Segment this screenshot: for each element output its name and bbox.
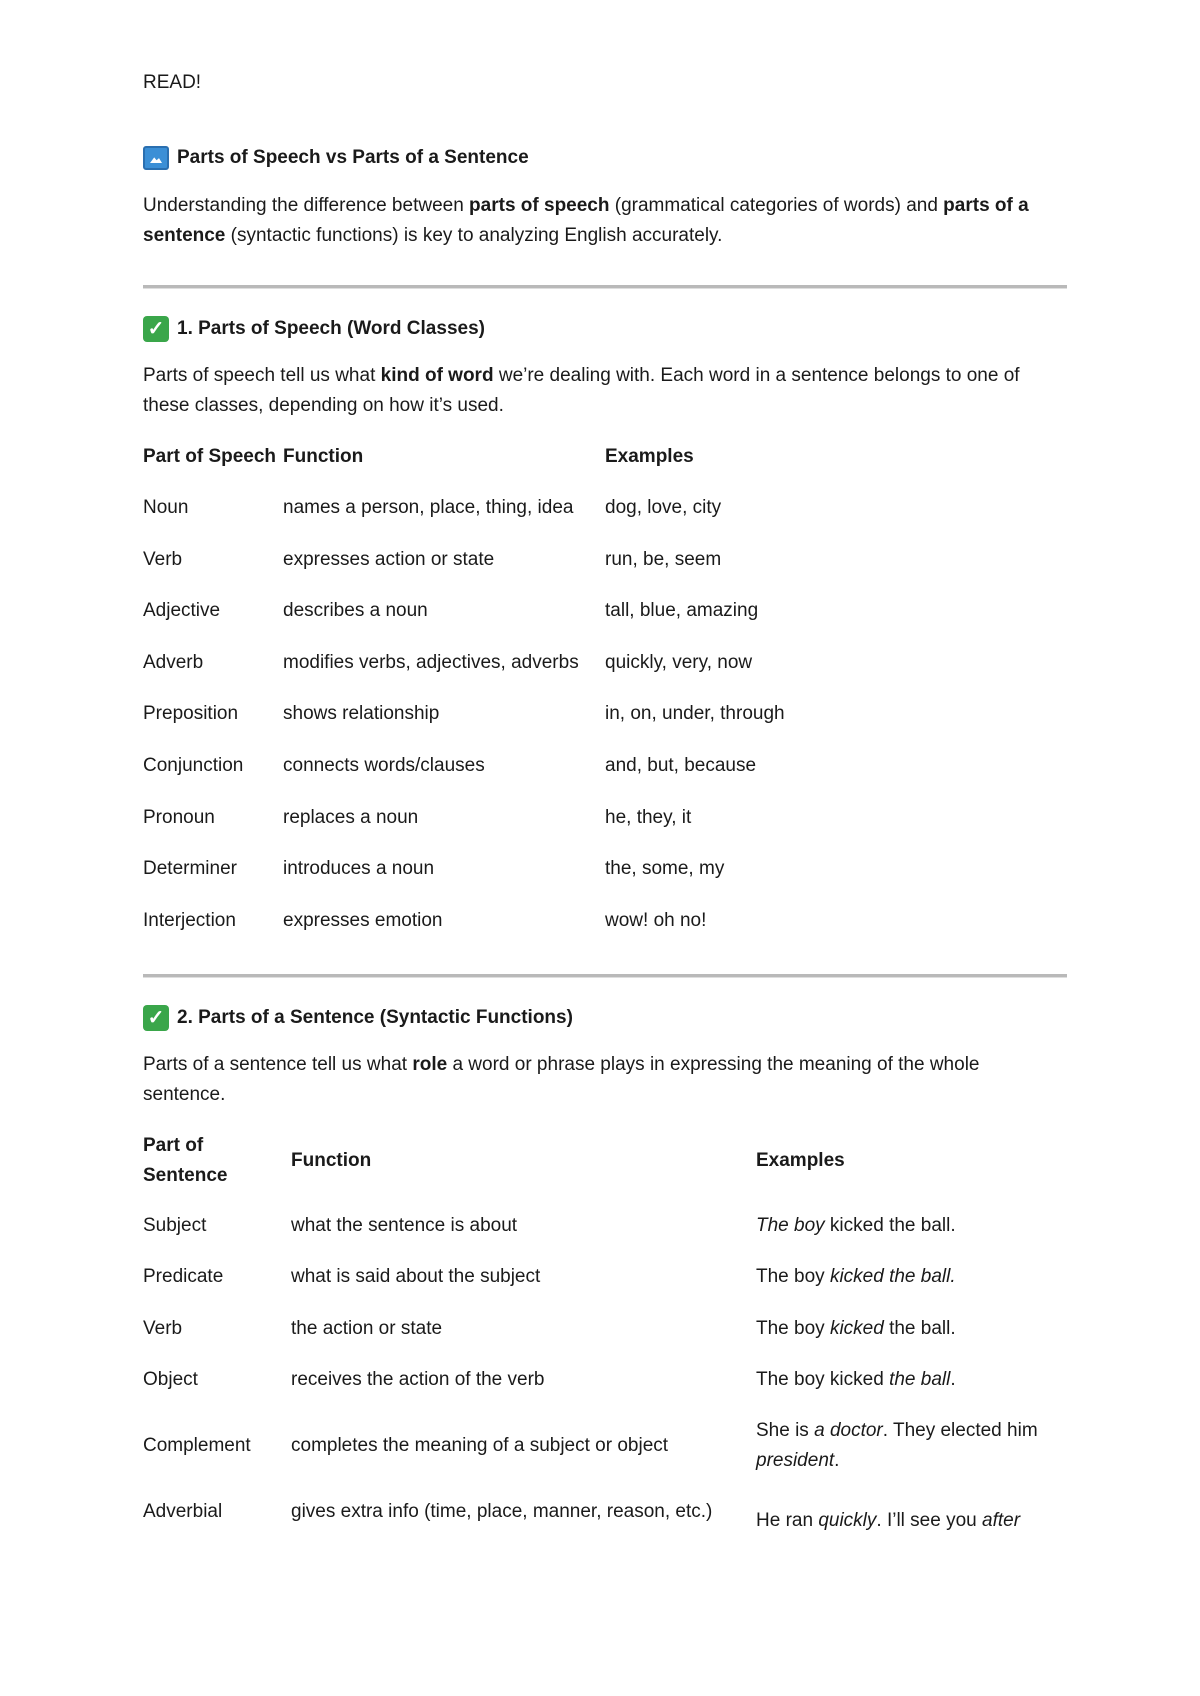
example-text: The boy kicked bbox=[756, 1369, 890, 1390]
table1-cell: dog, love, city bbox=[605, 497, 722, 518]
intro-bold-2: parts of a sentence bbox=[143, 195, 1029, 246]
intro-text-1: Understanding the difference between bbox=[143, 195, 470, 216]
table1-cell: introduces a noun bbox=[283, 858, 435, 879]
table1-cell: and, but, because bbox=[605, 755, 757, 776]
section2-desc-text-1: Parts of a sentence tell us what bbox=[143, 1054, 413, 1075]
table1-cell: shows relationship bbox=[283, 703, 440, 724]
table2-example-cell bbox=[756, 1211, 1056, 1241]
example-text: . I’ll see you bbox=[876, 1510, 982, 1531]
section1-heading-text: 1. Parts of Speech (Word Classes) bbox=[177, 318, 485, 339]
section2-description bbox=[143, 1050, 1067, 1110]
example-text: He ran bbox=[756, 1510, 819, 1531]
table1-cell: Preposition bbox=[143, 703, 239, 724]
table2-function-cell: what the sentence is about bbox=[291, 1215, 518, 1236]
example-italic: a doctor bbox=[814, 1420, 883, 1441]
example-text: The boy bbox=[756, 1266, 830, 1287]
table1-cell: replaces a noun bbox=[283, 807, 419, 828]
table2-example-cell bbox=[756, 1506, 1056, 1536]
example-italic: the ball bbox=[889, 1369, 951, 1390]
table2-header-cell: Part of Sentence bbox=[143, 1135, 228, 1186]
table2-example-cell bbox=[756, 1365, 1056, 1395]
table1-cell: Determiner bbox=[143, 858, 237, 879]
section2-heading bbox=[143, 1005, 573, 1031]
table1-header-cell: Function bbox=[283, 446, 364, 467]
section2-desc-bold: role bbox=[412, 1054, 448, 1075]
table1-cell: expresses emotion bbox=[283, 910, 443, 931]
table1-header-cell: Examples bbox=[605, 446, 694, 467]
table1-cell: Noun bbox=[143, 497, 189, 518]
example-text: . They elected him bbox=[882, 1420, 1038, 1441]
table1-cell: Conjunction bbox=[143, 755, 244, 776]
table2-part-cell: Complement bbox=[143, 1435, 251, 1456]
table2-function-cell: gives extra info (time, place, manner, reason, etc.) bbox=[291, 1501, 713, 1522]
check-mark-icon: ✓ bbox=[143, 316, 169, 342]
example-text: . bbox=[950, 1369, 956, 1390]
table2-function-cell: completes the meaning of a subject or object bbox=[291, 1435, 669, 1456]
table2-part-cell: Object bbox=[143, 1369, 198, 1390]
divider bbox=[143, 285, 1067, 289]
table1-cell: Pronoun bbox=[143, 807, 215, 828]
table1-cell: Adjective bbox=[143, 600, 221, 621]
section1-heading bbox=[143, 316, 485, 342]
table1-cell: Interjection bbox=[143, 910, 236, 931]
table1-cell: modifies verbs, adjectives, adverbs bbox=[283, 652, 579, 673]
table2-part-cell: Adverbial bbox=[143, 1501, 223, 1522]
example-italic: The boy bbox=[756, 1215, 825, 1236]
section2-heading-text: 2. Parts of a Sentence (Syntactic Functions) bbox=[177, 1007, 573, 1028]
table2-part-cell: Subject bbox=[143, 1215, 207, 1236]
table1-cell: names a person, place, thing, idea bbox=[283, 497, 574, 518]
example-italic: president bbox=[756, 1450, 835, 1471]
intro-text-2: (grammatical categories of words) and bbox=[609, 195, 944, 216]
example-text: The boy bbox=[756, 1318, 830, 1339]
table2-part-cell: Predicate bbox=[143, 1266, 224, 1287]
example-italic: quickly bbox=[818, 1510, 877, 1531]
divider bbox=[143, 974, 1067, 978]
section2-desc-text-2: a word or phrase plays in expressing the meaning of the whole sentence. bbox=[143, 1054, 980, 1105]
table1-header-cell: Part of Speech bbox=[143, 446, 277, 467]
check-mark-icon: ✓ bbox=[143, 1005, 169, 1031]
example-italic: kicked the ball. bbox=[829, 1266, 956, 1287]
table1-cell: wow! oh no! bbox=[605, 910, 707, 931]
example-text: the ball. bbox=[883, 1318, 956, 1339]
example-italic: kicked bbox=[829, 1318, 884, 1339]
table1-cell: describes a noun bbox=[283, 600, 428, 621]
mountain-icon bbox=[143, 146, 169, 170]
table1-cell: connects words/clauses bbox=[283, 755, 485, 776]
page-title-text: Parts of Speech vs Parts of a Sentence bbox=[177, 147, 529, 168]
intro-paragraph bbox=[143, 191, 1067, 251]
table1-cell: in, on, under, through bbox=[605, 703, 785, 724]
table2-example-cell bbox=[756, 1416, 1056, 1476]
intro-bold-1: parts of speech bbox=[469, 195, 610, 216]
table2-function-cell: receives the action of the verb bbox=[291, 1369, 545, 1390]
table2-function-cell: what is said about the subject bbox=[291, 1266, 541, 1287]
table2-function-cell: the action or state bbox=[291, 1318, 443, 1339]
section1-desc-bold: kind of word bbox=[380, 365, 494, 386]
table2-example-cell bbox=[756, 1314, 1056, 1344]
table2-example-cell bbox=[756, 1262, 1056, 1292]
table1-cell: expresses action or state bbox=[283, 549, 495, 570]
table2-header-cell: Examples bbox=[756, 1150, 845, 1171]
read-label: READ! bbox=[143, 72, 202, 93]
table1-cell: Verb bbox=[143, 549, 183, 570]
example-text: She is bbox=[756, 1420, 815, 1441]
table2-header-cell: Function bbox=[291, 1150, 372, 1171]
section1-description bbox=[143, 361, 1067, 421]
table1-cell: run, be, seem bbox=[605, 549, 722, 570]
intro-text-3: (syntactic functions) is key to analyzing English accurately. bbox=[225, 225, 723, 246]
table2-part-cell: Verb bbox=[143, 1318, 183, 1339]
section1-desc-text-2: we’re dealing with. Each word in a sentence belongs to one of these classes, depending on how it’s used. bbox=[143, 365, 1020, 416]
table1-cell: the, some, my bbox=[605, 858, 725, 879]
page-title bbox=[143, 146, 529, 170]
example-text: kicked the ball. bbox=[824, 1215, 956, 1236]
table1-cell: Adverb bbox=[143, 652, 204, 673]
example-italic: after bbox=[982, 1510, 1021, 1531]
table1-cell: tall, blue, amazing bbox=[605, 600, 759, 621]
section1-desc-text-1: Parts of speech tell us what bbox=[143, 365, 381, 386]
table1-cell: he, they, it bbox=[605, 807, 692, 828]
example-text: . bbox=[834, 1450, 840, 1471]
table1-cell: quickly, very, now bbox=[605, 652, 753, 673]
